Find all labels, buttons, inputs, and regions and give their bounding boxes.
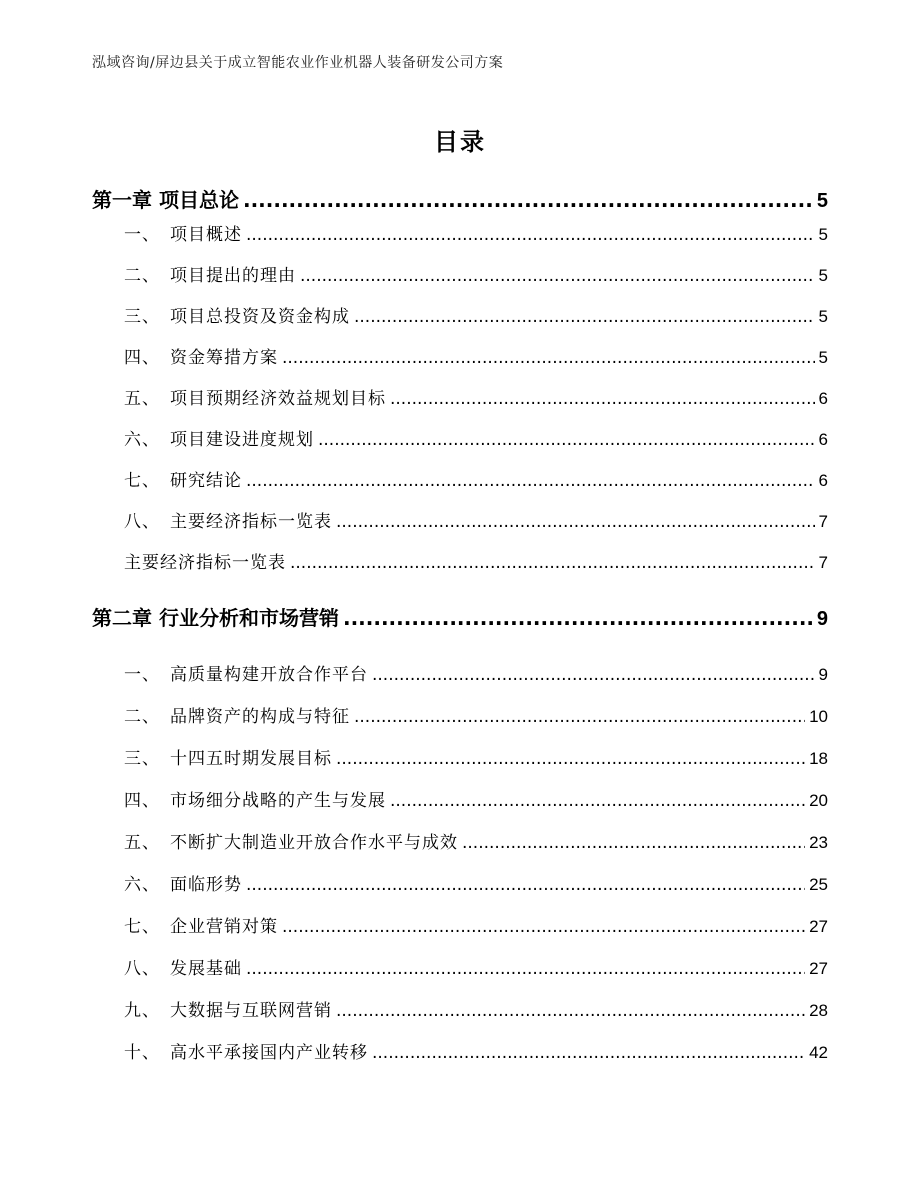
toc-section[interactable] xyxy=(124,343,828,368)
toc-leader-dots xyxy=(372,1043,805,1063)
toc-section-label: 面临形势 xyxy=(170,875,242,895)
toc-chapter[interactable] xyxy=(92,602,828,631)
toc-section[interactable] xyxy=(124,220,828,245)
toc-page-number: 27 xyxy=(809,959,828,978)
toc-leader-dots xyxy=(390,791,805,811)
toc-section[interactable] xyxy=(124,302,828,327)
toc-section-label: 品牌资产的构成与特征 xyxy=(170,707,350,727)
toc-leader-dots xyxy=(246,875,805,895)
toc-page-number: 18 xyxy=(809,749,828,768)
toc-section[interactable] xyxy=(124,466,828,491)
toc-page-number: 23 xyxy=(809,833,828,852)
toc-section-number: 五、 xyxy=(124,833,160,853)
toc-section-label: 发展基础 xyxy=(170,959,242,979)
toc-leader-dots xyxy=(318,430,815,450)
toc-leader-dots xyxy=(336,749,805,769)
toc-leader-dots xyxy=(390,389,815,409)
toc-page-number: 42 xyxy=(809,1043,828,1062)
toc-section-label: 项目建设进度规划 xyxy=(170,430,314,450)
toc-leader-dots xyxy=(300,266,815,286)
toc-section-label: 研究结论 xyxy=(170,471,242,491)
toc-section-label: 高水平承接国内产业转移 xyxy=(170,1043,368,1063)
toc-leader-dots xyxy=(343,606,813,630)
toc-section-label: 主要经济指标一览表 xyxy=(124,553,286,573)
toc-section-label: 十四五时期发展目标 xyxy=(170,749,332,769)
toc-section-number: 一、 xyxy=(124,225,160,245)
toc-section-label: 项目总投资及资金构成 xyxy=(170,307,350,327)
toc-page-number: 27 xyxy=(809,917,828,936)
toc-section-label: 项目预期经济效益规划目标 xyxy=(170,389,386,409)
toc-section-number: 九、 xyxy=(124,1001,160,1021)
toc-leader-dots xyxy=(354,307,815,327)
toc-leader-dots xyxy=(246,471,815,491)
toc-section-label: 项目提出的理由 xyxy=(170,266,296,286)
toc-section[interactable] xyxy=(124,261,828,286)
toc-section-label: 企业营销对策 xyxy=(170,917,278,937)
toc-section[interactable] xyxy=(124,870,828,895)
toc-section[interactable] xyxy=(124,425,828,450)
toc-leader-dots xyxy=(336,512,815,532)
toc-section-number: 二、 xyxy=(124,266,160,286)
toc-page-number: 10 xyxy=(809,707,828,726)
toc-section-label: 不断扩大制造业开放合作水平与成效 xyxy=(170,833,458,853)
toc-section-number: 四、 xyxy=(124,348,160,368)
toc-leader-dots xyxy=(282,348,815,368)
toc-leader-dots xyxy=(246,225,815,245)
toc-section[interactable] xyxy=(124,1038,828,1063)
toc-leader-dots xyxy=(354,707,805,727)
toc-section-number: 六、 xyxy=(124,430,160,450)
toc-page-number: 7 xyxy=(818,512,828,531)
toc-section-label: 主要经济指标一览表 xyxy=(170,512,332,532)
toc-chapter[interactable] xyxy=(92,184,828,213)
toc-page-number: 20 xyxy=(809,791,828,810)
toc-section[interactable] xyxy=(124,828,828,853)
toc-page-number: 6 xyxy=(818,471,828,490)
toc-section-number: 二、 xyxy=(124,707,160,727)
toc-page-number: 5 xyxy=(818,307,828,326)
toc-title: 目录 xyxy=(434,128,486,156)
toc-section[interactable] xyxy=(124,702,828,727)
toc-section-number: 三、 xyxy=(124,749,160,769)
toc-section[interactable] xyxy=(124,744,828,769)
toc-leader-dots xyxy=(462,833,805,853)
toc-leader-dots xyxy=(282,917,805,937)
toc-page-number: 5 xyxy=(818,225,828,244)
toc-section-number: 一、 xyxy=(124,665,160,685)
toc-leader-dots xyxy=(336,1001,805,1021)
toc-section-label: 项目概述 xyxy=(170,225,242,245)
toc-section-number: 八、 xyxy=(124,959,160,979)
toc-section-number: 七、 xyxy=(124,917,160,937)
toc-page-number: 7 xyxy=(818,553,828,572)
page-header: 泓域咨询/屏边县关于成立智能农业作业机器人装备研发公司方案 xyxy=(92,55,504,71)
toc-section[interactable] xyxy=(124,384,828,409)
toc-section[interactable] xyxy=(124,507,828,532)
toc-section-number: 八、 xyxy=(124,512,160,532)
toc-page-number: 9 xyxy=(816,608,828,630)
toc-leader-dots xyxy=(290,553,815,573)
toc-page-number: 6 xyxy=(818,389,828,408)
toc-section-label: 高质量构建开放合作平台 xyxy=(170,665,368,685)
toc-chapter-label: 第二章 行业分析和市场营销 xyxy=(92,606,339,630)
toc-section-number: 七、 xyxy=(124,471,160,491)
toc-section[interactable] xyxy=(124,548,828,573)
toc-section[interactable] xyxy=(124,660,828,685)
toc-section[interactable] xyxy=(124,912,828,937)
toc-page-number: 5 xyxy=(818,266,828,285)
toc-page-number: 25 xyxy=(809,875,828,894)
toc-section[interactable] xyxy=(124,954,828,979)
toc-page-number: 28 xyxy=(809,1001,828,1020)
toc-section[interactable] xyxy=(124,786,828,811)
toc-leader-dots xyxy=(372,665,815,685)
toc-page-number: 6 xyxy=(818,430,828,449)
toc-section-number: 六、 xyxy=(124,875,160,895)
toc-chapter-label: 第一章 项目总论 xyxy=(92,188,239,212)
toc-section-number: 三、 xyxy=(124,307,160,327)
toc-section[interactable] xyxy=(124,996,828,1021)
toc-page-number: 9 xyxy=(818,665,828,684)
toc-section-label: 市场细分战略的产生与发展 xyxy=(170,791,386,811)
toc-section-label: 大数据与互联网营销 xyxy=(170,1001,332,1021)
toc-page-number: 5 xyxy=(818,348,828,367)
toc-page-number: 5 xyxy=(816,190,828,212)
toc-leader-dots xyxy=(246,959,805,979)
toc-section-number: 四、 xyxy=(124,791,160,811)
toc-section-label: 资金筹措方案 xyxy=(170,348,278,368)
toc-leader-dots xyxy=(243,188,813,212)
toc-section-number: 十、 xyxy=(124,1043,160,1063)
toc-section-number: 五、 xyxy=(124,389,160,409)
